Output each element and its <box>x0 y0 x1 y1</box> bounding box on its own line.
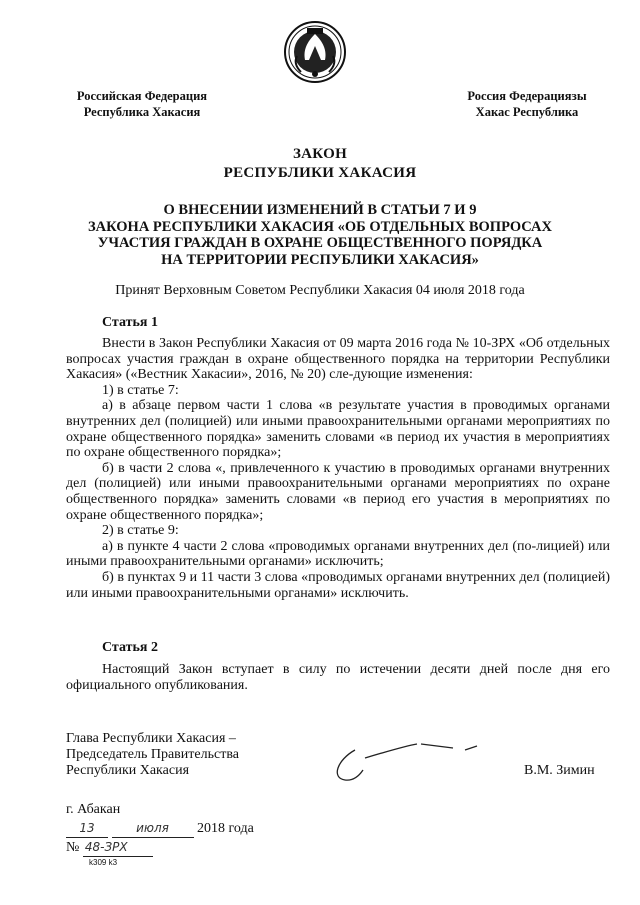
signatory-position <box>66 731 239 779</box>
city: г. Абакан <box>66 802 121 817</box>
article-1-paragraph: б) в пунктах 9 и 11 части 3 слова «проводимых органами внутренних дел (полицией) или иными правоохранительными органами» исключить. <box>66 569 610 601</box>
article-2-paragraph: Настоящий Закон вступает в силу по истечении десяти дней после дня его официального опубликования. <box>66 662 610 693</box>
header-right-block <box>452 88 602 120</box>
signatory-position-line: Республики Хакасия <box>66 763 190 778</box>
handwritten-signature <box>325 730 495 790</box>
number-sign: № <box>66 840 80 855</box>
article-1-heading: Статья 1 <box>102 315 158 330</box>
signatory-name: В.М. Зимин <box>524 763 595 778</box>
signatory-position-line: Глава Республики Хакасия – <box>66 731 236 746</box>
signatory-position-line: Председатель Правительства <box>66 747 239 762</box>
date-year: 2018 года <box>197 821 254 836</box>
article-2-body <box>66 662 610 693</box>
date-row <box>66 819 254 838</box>
header-left-block <box>62 88 222 120</box>
header-left-line-1: Российская Федерация <box>76 89 208 103</box>
article-1-paragraph: 1) в статье 7: <box>102 382 179 398</box>
law-title: ЗАКОН <box>292 146 348 162</box>
subject-line-4: НА ТЕРРИТОРИИ РЕСПУБЛИКИ ХАКАСИЯ» <box>161 251 479 268</box>
handwritten-law-number: 48-ЗРХ <box>83 838 153 857</box>
article-1-paragraph: а) в пункте 4 части 2 слова «проводимых органами внутренних дел (по-лицией) или иными правоохранительными органами» исключить; <box>66 538 610 570</box>
subject-line-1: О ВНЕСЕНИИ ИЗМЕНЕНИЙ В СТАТЬИ 7 И 9 <box>163 202 477 218</box>
article-1-paragraph: б) в части 2 слова «, привлеченного к участию в проводимых органами внутренних дел (полицией) или иными правоохранительными органами мероприятиях по охране общественного порядка» заменить словами «в период его участия в мероприятиях по охране общественного порядка»; <box>66 460 610 523</box>
article-1-body <box>66 336 610 601</box>
law-subject <box>60 202 580 268</box>
article-1-paragraph: а) в абзаце первом части 1 слова «в результате участия в проводимых органами внутренних дел (полицией) или иными правоохранительными органами мероприятиях по охране общественного порядка» заменить словами «в период их участия в мероприятиях по охране общественного порядка»; <box>66 398 610 461</box>
article-1-paragraph: 2) в статье 9: <box>102 523 179 539</box>
footer-code: k309 k3 <box>89 858 118 867</box>
coat-of-arms-emblem <box>283 20 347 84</box>
article-1-paragraph: Внести в Закон Республики Хакасия от 09 марта 2016 года № 10-ЗРХ «Об отдельных вопросах участия граждан в охране общественного порядка на территории Республики Хакасия» («Вестник Хакасии», 2016, № 20) сле-дующие изменения: <box>66 336 610 383</box>
subject-line-3: УЧАСТИЯ ГРАЖДАН В ОХРАНЕ ОБЩЕСТВЕННОГО ПОРЯДКА <box>97 235 543 251</box>
place-date-block <box>66 801 254 857</box>
number-row <box>66 838 254 857</box>
header-left-line-2: Республика Хакасия <box>83 105 201 119</box>
header-right-line-1: Россия Федерацияɜы <box>467 89 587 103</box>
adoption-statement: Принят Верховным Советом Республики Хакасия 04 июля 2018 года <box>115 283 525 298</box>
law-title-region: РЕСПУБЛИКИ ХАКАСИЯ <box>223 165 417 181</box>
subject-line-2: ЗАКОНА РЕСПУБЛИКИ ХАКАСИЯ «ОБ ОТДЕЛЬНЫХ ВОПРОСАХ <box>87 218 552 235</box>
header-right-line-2: Хакас Республика <box>475 105 579 119</box>
handwritten-day: 13 <box>66 819 108 838</box>
handwritten-month: июля <box>112 819 194 838</box>
article-2-heading: Статья 2 <box>102 640 158 655</box>
